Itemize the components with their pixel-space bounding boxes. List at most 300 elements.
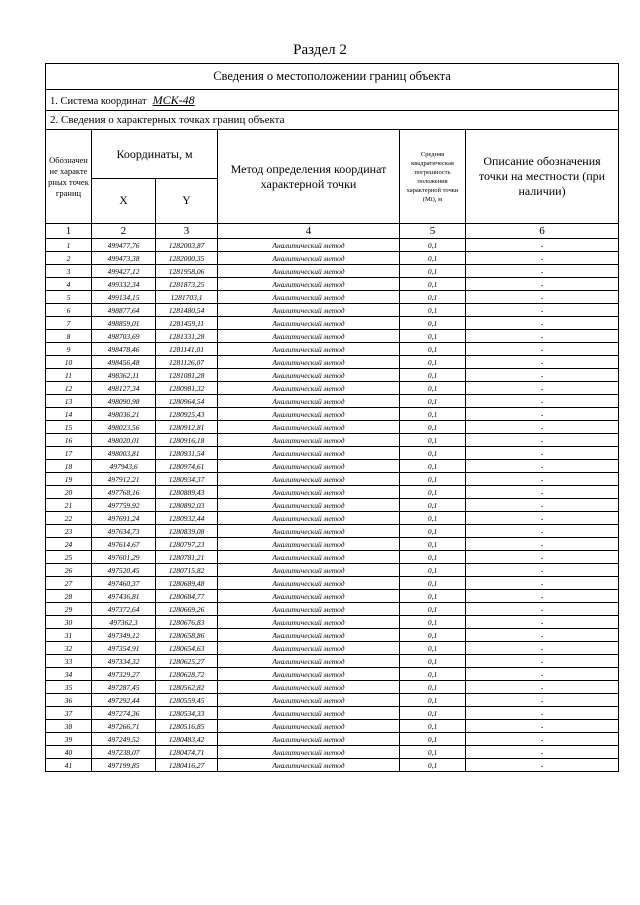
cell-description: - — [466, 759, 619, 772]
cell-x: 499134,15 — [92, 291, 156, 304]
cell-point-number: 14 — [46, 408, 92, 421]
cell-y: 1280416,27 — [156, 759, 218, 772]
cell-method: Аналитический метод — [218, 655, 400, 668]
cell-x: 498859,01 — [92, 317, 156, 330]
cell-method: Аналитический метод — [218, 512, 400, 525]
cell-description: - — [466, 525, 619, 538]
cell-description: - — [466, 681, 619, 694]
cell-point-number: 4 — [46, 278, 92, 291]
cell-x: 497759,92 — [92, 499, 156, 512]
table-row — [46, 330, 619, 343]
cell-accuracy: 0,1 — [400, 759, 466, 772]
cell-accuracy: 0,1 — [400, 343, 466, 356]
cell-x: 498020,01 — [92, 434, 156, 447]
cell-point-number: 10 — [46, 356, 92, 369]
cell-y: 1281126,07 — [156, 356, 218, 369]
cell-accuracy: 0,1 — [400, 330, 466, 343]
page-title: Раздел 2 — [293, 42, 347, 58]
cell-method: Аналитический метод — [218, 668, 400, 681]
cell-point-number: 5 — [46, 291, 92, 304]
cell-method: Аналитический метод — [218, 577, 400, 590]
cell-point-number: 27 — [46, 577, 92, 590]
cell-y: 1280669,26 — [156, 603, 218, 616]
cell-y: 1282003,87 — [156, 239, 218, 252]
cell-x: 497912,21 — [92, 473, 156, 486]
cell-x: 497334,32 — [92, 655, 156, 668]
cell-x: 498090,98 — [92, 395, 156, 408]
cell-point-number: 8 — [46, 330, 92, 343]
cell-point-number: 28 — [46, 590, 92, 603]
cell-x: 498036,21 — [92, 408, 156, 421]
table-row — [46, 343, 619, 356]
cell-point-number: 26 — [46, 564, 92, 577]
cell-y: 1280483,42 — [156, 733, 218, 746]
cell-description: - — [466, 473, 619, 486]
cell-method: Аналитический метод — [218, 252, 400, 265]
table-row — [46, 239, 619, 252]
cell-x: 497634,73 — [92, 525, 156, 538]
cell-point-number: 23 — [46, 525, 92, 538]
points-body — [46, 239, 619, 772]
coord-system-row — [46, 90, 619, 111]
cell-accuracy: 0,1 — [400, 616, 466, 629]
cell-accuracy: 0,1 — [400, 577, 466, 590]
cell-x: 499477,76 — [92, 239, 156, 252]
cell-accuracy: 0,1 — [400, 447, 466, 460]
cell-method: Аналитический метод — [218, 265, 400, 278]
cell-description: - — [466, 642, 619, 655]
cell-method: Аналитический метод — [218, 382, 400, 395]
cell-accuracy: 0,1 — [400, 694, 466, 707]
cell-method: Аналитический метод — [218, 356, 400, 369]
cell-y: 1281873,25 — [156, 278, 218, 291]
col-x: X — [92, 179, 156, 224]
cell-method: Аналитический метод — [218, 590, 400, 603]
cell-y: 1280676,83 — [156, 616, 218, 629]
cell-accuracy: 0,1 — [400, 317, 466, 330]
cell-description: - — [466, 369, 619, 382]
column-number: 1 — [46, 224, 92, 239]
table-row — [46, 447, 619, 460]
column-number: 3 — [156, 224, 218, 239]
cell-x: 497349,12 — [92, 629, 156, 642]
col-description-label: Описание обозначения точки на местности (при наличии) — [478, 154, 606, 198]
cell-accuracy: 0,1 — [400, 382, 466, 395]
cell-description: - — [466, 382, 619, 395]
cell-accuracy: 0,1 — [400, 356, 466, 369]
cell-method: Аналитический метод — [218, 707, 400, 720]
cell-point-number: 19 — [46, 473, 92, 486]
cell-x: 498478,46 — [92, 343, 156, 356]
cell-accuracy: 0,1 — [400, 590, 466, 603]
table-row — [46, 317, 619, 330]
table-row — [46, 304, 619, 317]
cell-description: - — [466, 265, 619, 278]
table-row — [46, 759, 619, 772]
cell-y: 1280625,27 — [156, 655, 218, 668]
cell-point-number: 37 — [46, 707, 92, 720]
cell-method: Аналитический метод — [218, 538, 400, 551]
cell-x: 498127,34 — [92, 382, 156, 395]
cell-method: Аналитический метод — [218, 447, 400, 460]
cell-x: 497691,24 — [92, 512, 156, 525]
cell-x: 498456,48 — [92, 356, 156, 369]
col-y: Y — [156, 179, 218, 224]
cell-accuracy: 0,1 — [400, 707, 466, 720]
cell-x: 497238,07 — [92, 746, 156, 759]
table-row — [46, 681, 619, 694]
cell-description: - — [466, 564, 619, 577]
cell-point-number: 17 — [46, 447, 92, 460]
col-accuracy-label: Средняя квадратическая погрешность положения характерной точки (Mt), м — [406, 150, 459, 203]
cell-point-number: 16 — [46, 434, 92, 447]
table-row — [46, 434, 619, 447]
points-header: 2. Сведения о характерных точках границ объекта — [46, 111, 619, 130]
cell-method: Аналитический метод — [218, 239, 400, 252]
cell-point-number: 18 — [46, 460, 92, 473]
cell-method: Аналитический метод — [218, 733, 400, 746]
cell-x: 498877,64 — [92, 304, 156, 317]
cell-x: 497520,45 — [92, 564, 156, 577]
cell-accuracy: 0,1 — [400, 655, 466, 668]
cell-accuracy: 0,1 — [400, 525, 466, 538]
cell-accuracy: 0,1 — [400, 746, 466, 759]
cell-x: 498023,56 — [92, 421, 156, 434]
table-row — [46, 252, 619, 265]
cell-y: 1280974,61 — [156, 460, 218, 473]
cell-description: - — [466, 629, 619, 642]
table-row — [46, 616, 619, 629]
cell-x: 499332,34 — [92, 278, 156, 291]
cell-description: - — [466, 733, 619, 746]
cell-x: 497362,3 — [92, 616, 156, 629]
boundary-points-table — [45, 63, 619, 772]
cell-y: 1280562,82 — [156, 681, 218, 694]
cell-description: - — [466, 603, 619, 616]
cell-y: 1280981,32 — [156, 382, 218, 395]
col-method-label: Метод определения координат характерной точки — [230, 161, 387, 191]
cell-accuracy: 0,1 — [400, 720, 466, 733]
cell-y: 1281703,1 — [156, 291, 218, 304]
cell-point-number: 12 — [46, 382, 92, 395]
cell-point-number: 24 — [46, 538, 92, 551]
cell-y: 1280654,63 — [156, 642, 218, 655]
cell-accuracy: 0,1 — [400, 473, 466, 486]
table-row — [46, 590, 619, 603]
cell-y: 1280892,03 — [156, 499, 218, 512]
cell-description: - — [466, 239, 619, 252]
cell-point-number: 6 — [46, 304, 92, 317]
column-number: 6 — [466, 224, 619, 239]
section-header: Сведения о местоположении границ объекта — [46, 64, 619, 90]
cell-accuracy: 0,1 — [400, 265, 466, 278]
cell-accuracy: 0,1 — [400, 369, 466, 382]
cell-description: - — [466, 343, 619, 356]
cell-point-number: 40 — [46, 746, 92, 759]
cell-accuracy: 0,1 — [400, 408, 466, 421]
cell-y: 1280781,21 — [156, 551, 218, 564]
cell-y: 1281141,01 — [156, 343, 218, 356]
cell-point-number: 20 — [46, 486, 92, 499]
cell-accuracy: 0,1 — [400, 278, 466, 291]
table-row — [46, 421, 619, 434]
table-row — [46, 408, 619, 421]
table-row — [46, 525, 619, 538]
cell-description: - — [466, 252, 619, 265]
cell-method: Аналитический метод — [218, 304, 400, 317]
cell-y: 1280797,23 — [156, 538, 218, 551]
col-coordinates: Координаты, м — [92, 130, 218, 179]
cell-method: Аналитический метод — [218, 694, 400, 707]
cell-method: Аналитический метод — [218, 330, 400, 343]
cell-method: Аналитический метод — [218, 291, 400, 304]
cell-y: 1280684,77 — [156, 590, 218, 603]
cell-y: 1280516,85 — [156, 720, 218, 733]
cell-accuracy: 0,1 — [400, 395, 466, 408]
cell-x: 497372,64 — [92, 603, 156, 616]
cell-x: 497199,85 — [92, 759, 156, 772]
table-row — [46, 746, 619, 759]
cell-y: 1280559,45 — [156, 694, 218, 707]
cell-point-number: 1 — [46, 239, 92, 252]
cell-x: 497292,44 — [92, 694, 156, 707]
column-number: 2 — [92, 224, 156, 239]
cell-method: Аналитический метод — [218, 395, 400, 408]
cell-y: 1280715,82 — [156, 564, 218, 577]
cell-point-number: 35 — [46, 681, 92, 694]
cell-description: - — [466, 317, 619, 330]
cell-method: Аналитический метод — [218, 720, 400, 733]
cell-accuracy: 0,1 — [400, 681, 466, 694]
cell-method: Аналитический метод — [218, 551, 400, 564]
table-row — [46, 278, 619, 291]
table-row — [46, 460, 619, 473]
table-row — [46, 538, 619, 551]
cell-description: - — [466, 460, 619, 473]
column-number: 5 — [400, 224, 466, 239]
cell-y: 1281480,54 — [156, 304, 218, 317]
cell-point-number: 32 — [46, 642, 92, 655]
table-row — [46, 577, 619, 590]
col-accuracy — [400, 130, 466, 224]
cell-point-number: 39 — [46, 733, 92, 746]
cell-x: 497614,67 — [92, 538, 156, 551]
cell-point-number: 30 — [46, 616, 92, 629]
table-row — [46, 720, 619, 733]
table-row — [46, 499, 619, 512]
cell-description: - — [466, 655, 619, 668]
cell-point-number: 2 — [46, 252, 92, 265]
cell-y: 1281081,28 — [156, 369, 218, 382]
cell-description: - — [466, 512, 619, 525]
cell-y: 1280628,72 — [156, 668, 218, 681]
cell-description: - — [466, 304, 619, 317]
cell-description: - — [466, 720, 619, 733]
cell-description: - — [466, 356, 619, 369]
table-row — [46, 395, 619, 408]
table-row — [46, 655, 619, 668]
cell-x: 497354,91 — [92, 642, 156, 655]
cell-point-number: 25 — [46, 551, 92, 564]
cell-y: 1280934,37 — [156, 473, 218, 486]
cell-y: 1280689,48 — [156, 577, 218, 590]
cell-accuracy: 0,1 — [400, 551, 466, 564]
table-row — [46, 694, 619, 707]
cell-method: Аналитический метод — [218, 408, 400, 421]
cell-point-number: 21 — [46, 499, 92, 512]
cell-accuracy: 0,1 — [400, 733, 466, 746]
cell-point-number: 22 — [46, 512, 92, 525]
table-row — [46, 603, 619, 616]
table-row — [46, 707, 619, 720]
cell-x: 497287,45 — [92, 681, 156, 694]
cell-y: 1280931,54 — [156, 447, 218, 460]
cell-accuracy: 0,1 — [400, 538, 466, 551]
cell-y: 1280932,44 — [156, 512, 218, 525]
cell-accuracy: 0,1 — [400, 291, 466, 304]
cell-description: - — [466, 551, 619, 564]
cell-method: Аналитический метод — [218, 473, 400, 486]
cell-x: 497460,37 — [92, 577, 156, 590]
cell-x: 499427,12 — [92, 265, 156, 278]
cell-point-number: 29 — [46, 603, 92, 616]
cell-y: 1280474,71 — [156, 746, 218, 759]
cell-point-number: 38 — [46, 720, 92, 733]
cell-description: - — [466, 668, 619, 681]
cell-method: Аналитический метод — [218, 278, 400, 291]
cell-accuracy: 0,1 — [400, 486, 466, 499]
cell-x: 498703,69 — [92, 330, 156, 343]
table-row — [46, 733, 619, 746]
col-description — [466, 130, 619, 224]
cell-point-number: 11 — [46, 369, 92, 382]
cell-method: Аналитический метод — [218, 759, 400, 772]
cell-x: 497329,27 — [92, 668, 156, 681]
cell-y: 1281331,28 — [156, 330, 218, 343]
cell-description: - — [466, 408, 619, 421]
table-row — [46, 564, 619, 577]
cell-x: 497249,52 — [92, 733, 156, 746]
cell-x: 497943,6 — [92, 460, 156, 473]
cell-method: Аналитический метод — [218, 629, 400, 642]
col-method — [218, 130, 400, 224]
cell-y: 1280925,43 — [156, 408, 218, 421]
cell-method: Аналитический метод — [218, 460, 400, 473]
table-row — [46, 356, 619, 369]
table-row — [46, 629, 619, 642]
cell-y: 1280889,43 — [156, 486, 218, 499]
cell-accuracy: 0,1 — [400, 499, 466, 512]
cell-description: - — [466, 538, 619, 551]
table-row — [46, 382, 619, 395]
coord-system-label: 1. Система координат — [50, 95, 147, 107]
cell-method: Аналитический метод — [218, 421, 400, 434]
cell-accuracy: 0,1 — [400, 434, 466, 447]
coord-system-value: МСК-48 — [152, 92, 195, 107]
cell-accuracy: 0,1 — [400, 252, 466, 265]
cell-description: - — [466, 590, 619, 603]
cell-accuracy: 0,1 — [400, 421, 466, 434]
cell-description: - — [466, 499, 619, 512]
cell-x: 497274,36 — [92, 707, 156, 720]
cell-method: Аналитический метод — [218, 564, 400, 577]
cell-accuracy: 0,1 — [400, 642, 466, 655]
cell-y: 1280534,33 — [156, 707, 218, 720]
cell-description: - — [466, 577, 619, 590]
cell-x: 497266,71 — [92, 720, 156, 733]
cell-point-number: 34 — [46, 668, 92, 681]
cell-description: - — [466, 486, 619, 499]
cell-y: 1281459,11 — [156, 317, 218, 330]
cell-point-number: 3 — [46, 265, 92, 278]
cell-description: - — [466, 434, 619, 447]
cell-y: 1282000,35 — [156, 252, 218, 265]
cell-accuracy: 0,1 — [400, 668, 466, 681]
cell-x: 497768,16 — [92, 486, 156, 499]
cell-x: 498003,81 — [92, 447, 156, 460]
cell-x: 497601,29 — [92, 551, 156, 564]
cell-method: Аналитический метод — [218, 343, 400, 356]
cell-method: Аналитический метод — [218, 681, 400, 694]
cell-y: 1280912,81 — [156, 421, 218, 434]
table-row — [46, 486, 619, 499]
cell-method: Аналитический метод — [218, 642, 400, 655]
cell-x: 497436,81 — [92, 590, 156, 603]
cell-point-number: 13 — [46, 395, 92, 408]
table-row — [46, 668, 619, 681]
cell-method: Аналитический метод — [218, 486, 400, 499]
cell-y: 1280658,86 — [156, 629, 218, 642]
cell-point-number: 33 — [46, 655, 92, 668]
cell-accuracy: 0,1 — [400, 629, 466, 642]
cell-description: - — [466, 707, 619, 720]
cell-point-number: 15 — [46, 421, 92, 434]
cell-description: - — [466, 291, 619, 304]
table-row — [46, 642, 619, 655]
cell-description: - — [466, 278, 619, 291]
cell-description: - — [466, 395, 619, 408]
cell-description: - — [466, 616, 619, 629]
cell-method: Аналитический метод — [218, 317, 400, 330]
table-row — [46, 291, 619, 304]
cell-description: - — [466, 746, 619, 759]
cell-description: - — [466, 447, 619, 460]
cell-method: Аналитический метод — [218, 369, 400, 382]
cell-accuracy: 0,1 — [400, 564, 466, 577]
cell-accuracy: 0,1 — [400, 304, 466, 317]
cell-y: 1280916,18 — [156, 434, 218, 447]
table-row — [46, 265, 619, 278]
cell-y: 1280964,54 — [156, 395, 218, 408]
cell-y: 1281958,06 — [156, 265, 218, 278]
cell-point-number: 7 — [46, 317, 92, 330]
cell-method: Аналитический метод — [218, 434, 400, 447]
cell-point-number: 9 — [46, 343, 92, 356]
cell-accuracy: 0,1 — [400, 603, 466, 616]
table-row — [46, 512, 619, 525]
cell-y: 1280839,08 — [156, 525, 218, 538]
cell-description: - — [466, 330, 619, 343]
table-row — [46, 369, 619, 382]
cell-point-number: 41 — [46, 759, 92, 772]
cell-method: Аналитический метод — [218, 525, 400, 538]
column-number: 4 — [218, 224, 400, 239]
cell-accuracy: 0,1 — [400, 512, 466, 525]
col-point-designation-label: Обозначение характерных точек границ — [48, 154, 89, 198]
table-row — [46, 551, 619, 564]
cell-description: - — [466, 694, 619, 707]
cell-point-number: 36 — [46, 694, 92, 707]
